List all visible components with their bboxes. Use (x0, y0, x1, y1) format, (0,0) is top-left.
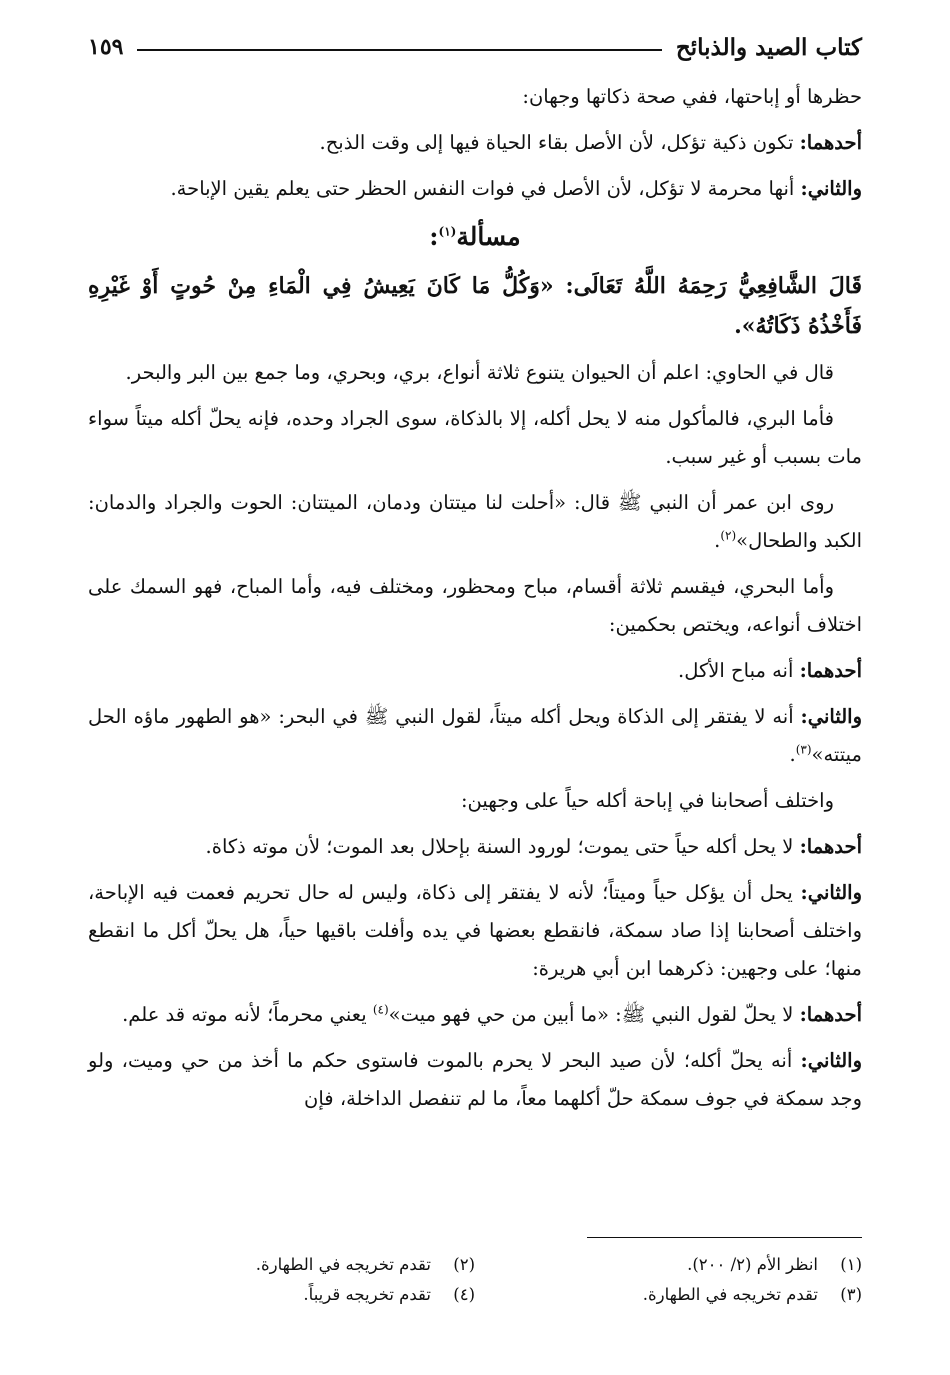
paragraph: أحدهما: أنه مباح الأكل. (678, 659, 862, 682)
footnote-text: تقدم تخريجه في الطهارة. (642, 1285, 818, 1304)
paragraph-lead: أحدهما: (799, 835, 862, 858)
paragraph-lead: أحدهما: (799, 659, 862, 682)
page-body (88, 78, 862, 1126)
footnote-number: (٣) (840, 1285, 862, 1304)
paragraph: والثاني: أنه يحلّ أكله؛ لأن صيد البحر لا يحرم بالموت فاستوى حكم ما أخذ من حي وميت، ولو وجد سمكة في جوف سمكة حلّ أكلهما معاً، ما لم تنفصل الداخلة، فإن (88, 1049, 862, 1110)
footnote-marker: (١) (438, 224, 457, 239)
paragraph: روى ابن عمر أن النبي ﷺ قال: «أحلت لنا ميتتان ودمان، الميتتان: الحوت والجراد والدمان: الكبد والطحال»$^{(٢)}$. (88, 491, 862, 552)
footnote-row (88, 1280, 862, 1310)
paragraph-lead: والثاني: (800, 881, 862, 904)
footnote-text: تقدم تخريجه قريباً. (303, 1285, 431, 1304)
paragraph-lead: أحدهما: (799, 1003, 862, 1026)
paragraph-lead: والثاني: (800, 705, 862, 728)
footnote-text: تقدم تخريجه في الطهارة. (255, 1255, 431, 1274)
paragraph: أحدهما: لا يحل أكله حياً حتى يموت؛ لورود السنة بإحلال بعد الموت؛ لأن موته ذكاة. (205, 835, 862, 858)
section-heading: مسألة$^{(١)}$: (429, 222, 521, 251)
footnote (88, 1250, 475, 1280)
paragraph: قال في الحاوي: اعلم أن الحيوان يتنوع ثلاثة أنواع، بري، وبحري، وما جمع بين البر والبحر. (125, 361, 834, 384)
footnote-number: (٤) (453, 1285, 475, 1304)
footnote-marker: (٤) (372, 1002, 389, 1017)
footnote (475, 1280, 862, 1310)
footnote (88, 1280, 475, 1310)
paragraph-lead: والثاني: (800, 1049, 862, 1072)
paragraph: والثاني: يحل أن يؤكل حياً وميتاً؛ لأنه لا يفتقر إلى ذكاة، وليس له حال تحريم فعمت فيه الإباحة، واختلف أصحابنا إذا صاد سمكة، فانقطع بعضها في يده وأفلت باقيها حياً، هل يحلّ أكل ما انقطع منها؛ على وجهين: ذكرهما ابن أبي هريرة: (88, 881, 862, 980)
running-title: كتاب الصيد والذبائح (675, 33, 862, 61)
page-number: ١٥٩ (88, 34, 124, 60)
paragraph: والثاني: أنها محرمة لا تؤكل، لأن الأصل في فوات النفس الحظر حتى يعلم يقين الإباحة. (170, 177, 862, 200)
paragraph: والثاني: أنه لا يفتقر إلى الذكاة ويحل أكله ميتاً، لقول النبي ﷺ في البحر: «هو الطهور ماؤه الحل ميتته»$^{(٣)}$. (88, 705, 862, 766)
paragraph: أحدهما: تكون ذكية تؤكل، لأن الأصل بقاء الحياة فيها إلى وقت الذبح. (319, 131, 862, 154)
footnote-number: (٢) (453, 1255, 475, 1274)
paragraph: أحدهما: لا يحلّ لقول النبي ﷺ: «ما أبين من حي فهو ميت»$^{(٤)}$ يعني محرماً؛ لأنه موته قد علم. (122, 1002, 862, 1026)
footnotes (88, 1250, 862, 1310)
paragraph: واختلف أصحابنا في إباحة أكله حياً على وجهين: (460, 789, 834, 812)
footnote (475, 1250, 862, 1280)
footnote-separator (587, 1237, 862, 1238)
footnote-marker: (٣) (795, 742, 812, 757)
paragraph-lead: أحدهما: (799, 131, 862, 154)
paragraph-lead: والثاني: (800, 177, 862, 200)
footnote-row (88, 1250, 862, 1280)
footnote-marker: (٢) (720, 528, 737, 543)
paragraph: حظرها أو إباحتها، ففي صحة ذكاتها وجهان: (522, 85, 862, 108)
footnote-text: انظر الأم (٢/ ٢٠٠). (687, 1255, 818, 1274)
running-header (88, 30, 862, 64)
quoted-text: قَالَ الشَّافِعِيُّ رَحِمَهُ اللَّهُ تَعَالَى: «وَكُلُّ مَا كَانَ يَعِيشُ فِي الْمَاءِ مِنْ حُوتٍ أَوْ غَيْرِهِ فَأَخْذُهُ ذَكَاتُهُ». (88, 273, 862, 339)
paragraph: وأما البحري، فيقسم ثلاثة أقسام، مباح ومحظور، ومختلف فيه، وأما المباح، فهو السمك على اختلاف أنواعه، ويختص بحكمين: (88, 575, 862, 636)
paragraph: فأما البري، فالمأكول منه لا يحل أكله، إلا بالذكاة، سوى الجراد وحده، فإنه يحلّ أكله ميتاً سواء مات بسبب أو غير سبب. (88, 407, 862, 468)
header-rule (137, 49, 661, 51)
footnote-number: (١) (840, 1255, 862, 1274)
